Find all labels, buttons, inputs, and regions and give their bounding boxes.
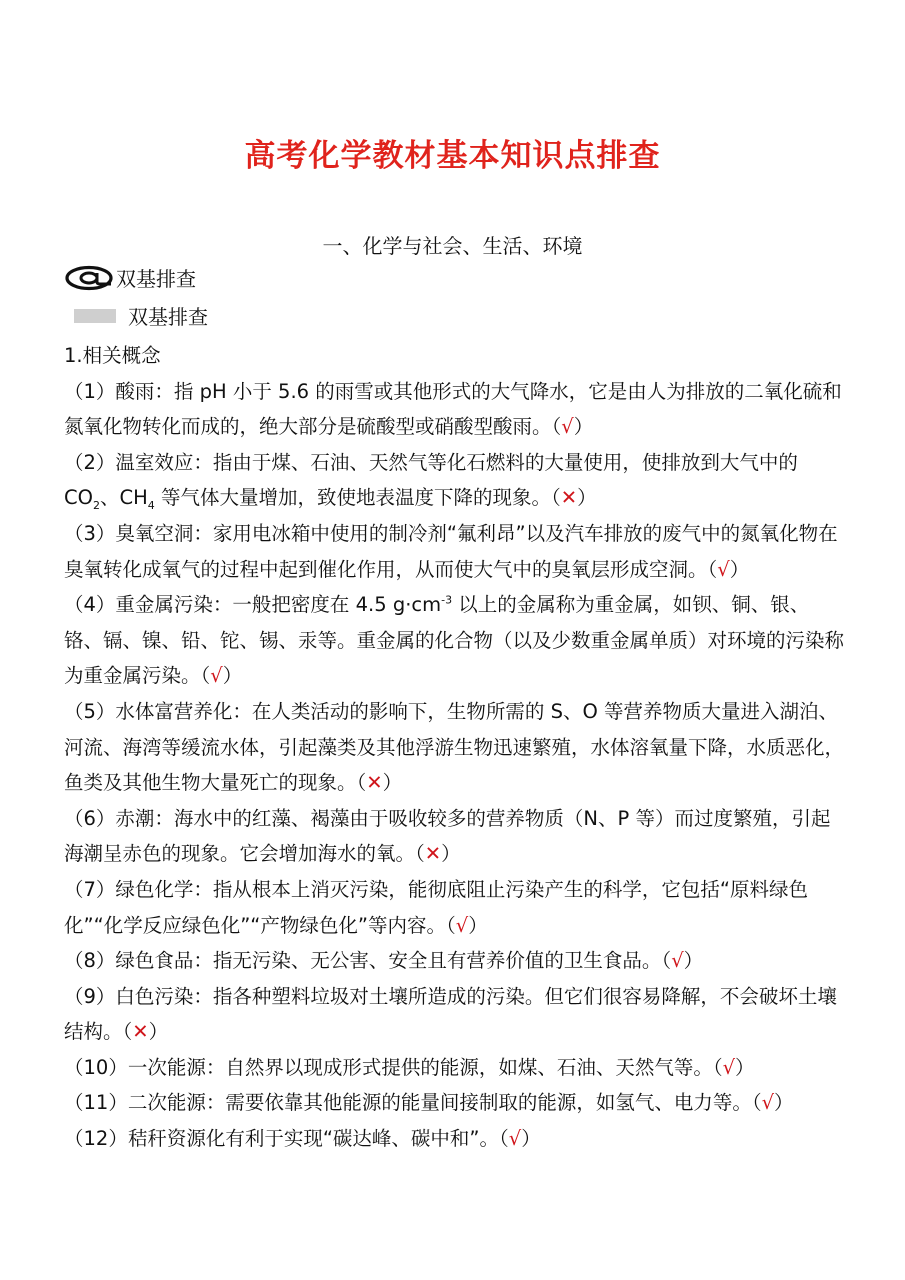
- list-item: （10）一次能源：自然界以现成形式提供的能源，如煤、石油、天然气等。（√）: [64, 1055, 755, 1079]
- wrong-mark: ✕: [560, 486, 578, 510]
- list-item: （9）白色污染：指各种塑料垃圾对土壤所造成的污染。但它们很容易降解，不会破坏土壤结构。（✕）: [64, 984, 837, 1044]
- content-body: [64, 338, 844, 1157]
- list-item: （3）臭氧空洞：家用电冰箱中使用的制冷剂“氟利昂”以及汽车排放的废气中的氮氧化物在臭氧转化成氧气的过程中起到催化作用，从而使大气中的臭氧层形成空洞。（√）: [64, 521, 838, 581]
- wrong-mark: ✕: [366, 771, 383, 795]
- list-item: （1）酸雨：指 pH 小于 5.6 的雨雪或其他形式的大气降水，它是由人为排放的二氧化硫和氮氧化物转化而成的，绝大部分是硫酸型或硝酸型酸雨。（√）: [64, 379, 842, 439]
- list-item: （6）赤潮：海水中的红藻、褐藻由于吸收较多的营养物质（N、P 等）而过度繁殖，引起海潮呈赤色的现象。它会增加海水的氧。（✕）: [64, 806, 831, 866]
- section-heading: 一、化学与社会、生活、环境: [322, 234, 583, 258]
- list-item: （4）重金属污染：一般把密度在 4.5 $g\cdot cm^{-3}$ 以上的金属称为重金属，如钡、铜、银、铬、镉、镍、铅、铊、锡、汞等。重金属的化合物（以及少数重金属单质）对环境的污染称为重金属污染。（√）: [64, 593, 845, 688]
- wrong-mark: ✕: [132, 1020, 149, 1044]
- page-title: 高考化学教材基本知识点排查: [244, 138, 661, 174]
- correct-mark: √: [561, 415, 574, 439]
- correct-mark: √: [722, 1055, 736, 1079]
- gray-heading-row: [74, 301, 208, 330]
- list-item: （7）绿色化学：指从根本上消灭污染，能彻底阻止污染产生的科学，它包括“原料绿色化”“化学反应绿色化”“产物绿色化”等内容。（√）: [64, 877, 809, 937]
- correct-mark: √: [671, 949, 684, 973]
- correct-mark: √: [455, 913, 469, 937]
- wrong-mark: ✕: [424, 842, 442, 866]
- correct-mark: √: [508, 1127, 522, 1151]
- logo-heading-label: 双基排查: [116, 267, 196, 291]
- gray-heading-label: 双基排查: [128, 305, 208, 329]
- logo-heading-row: [64, 263, 196, 292]
- correct-mark: √: [210, 664, 223, 688]
- correct-mark: √: [717, 557, 730, 581]
- list-item: （8）绿色食品：指无污染、无公害、安全且有营养价值的卫生食品。（√）: [64, 949, 704, 973]
- gray-placeholder-block: [74, 309, 116, 323]
- correct-mark: √: [761, 1091, 775, 1115]
- list-item: （5）水体富营养化：在人类活动的影响下，生物所需的 S、O 等营养物质大量进入湖泊、河流、海湾等缓流水体，引起藻类及其他浮游生物迅速繁殖，水体溶氧量下降，水质恶化，鱼类及其他生物大量死亡的现象。（✕）: [64, 699, 845, 795]
- list-item: （12）秸秆资源化有利于实现“碳达峰、碳中和”。（√）: [64, 1127, 541, 1151]
- subheading: 1.相关概念: [64, 344, 161, 367]
- list-item: （2）温室效应：指由于煤、石油、天然气等化石燃料的大量使用，使排放到大气中的 $CO_2$、$CH_4$ 等气体大量增加，致使地表温度下降的现象。（✕）: [64, 450, 798, 513]
- at-logo-icon: [64, 265, 114, 291]
- list-item: （11）二次能源：需要依靠其他能源的能量间接制取的能源，如氢气、电力等。（√）: [64, 1091, 794, 1115]
